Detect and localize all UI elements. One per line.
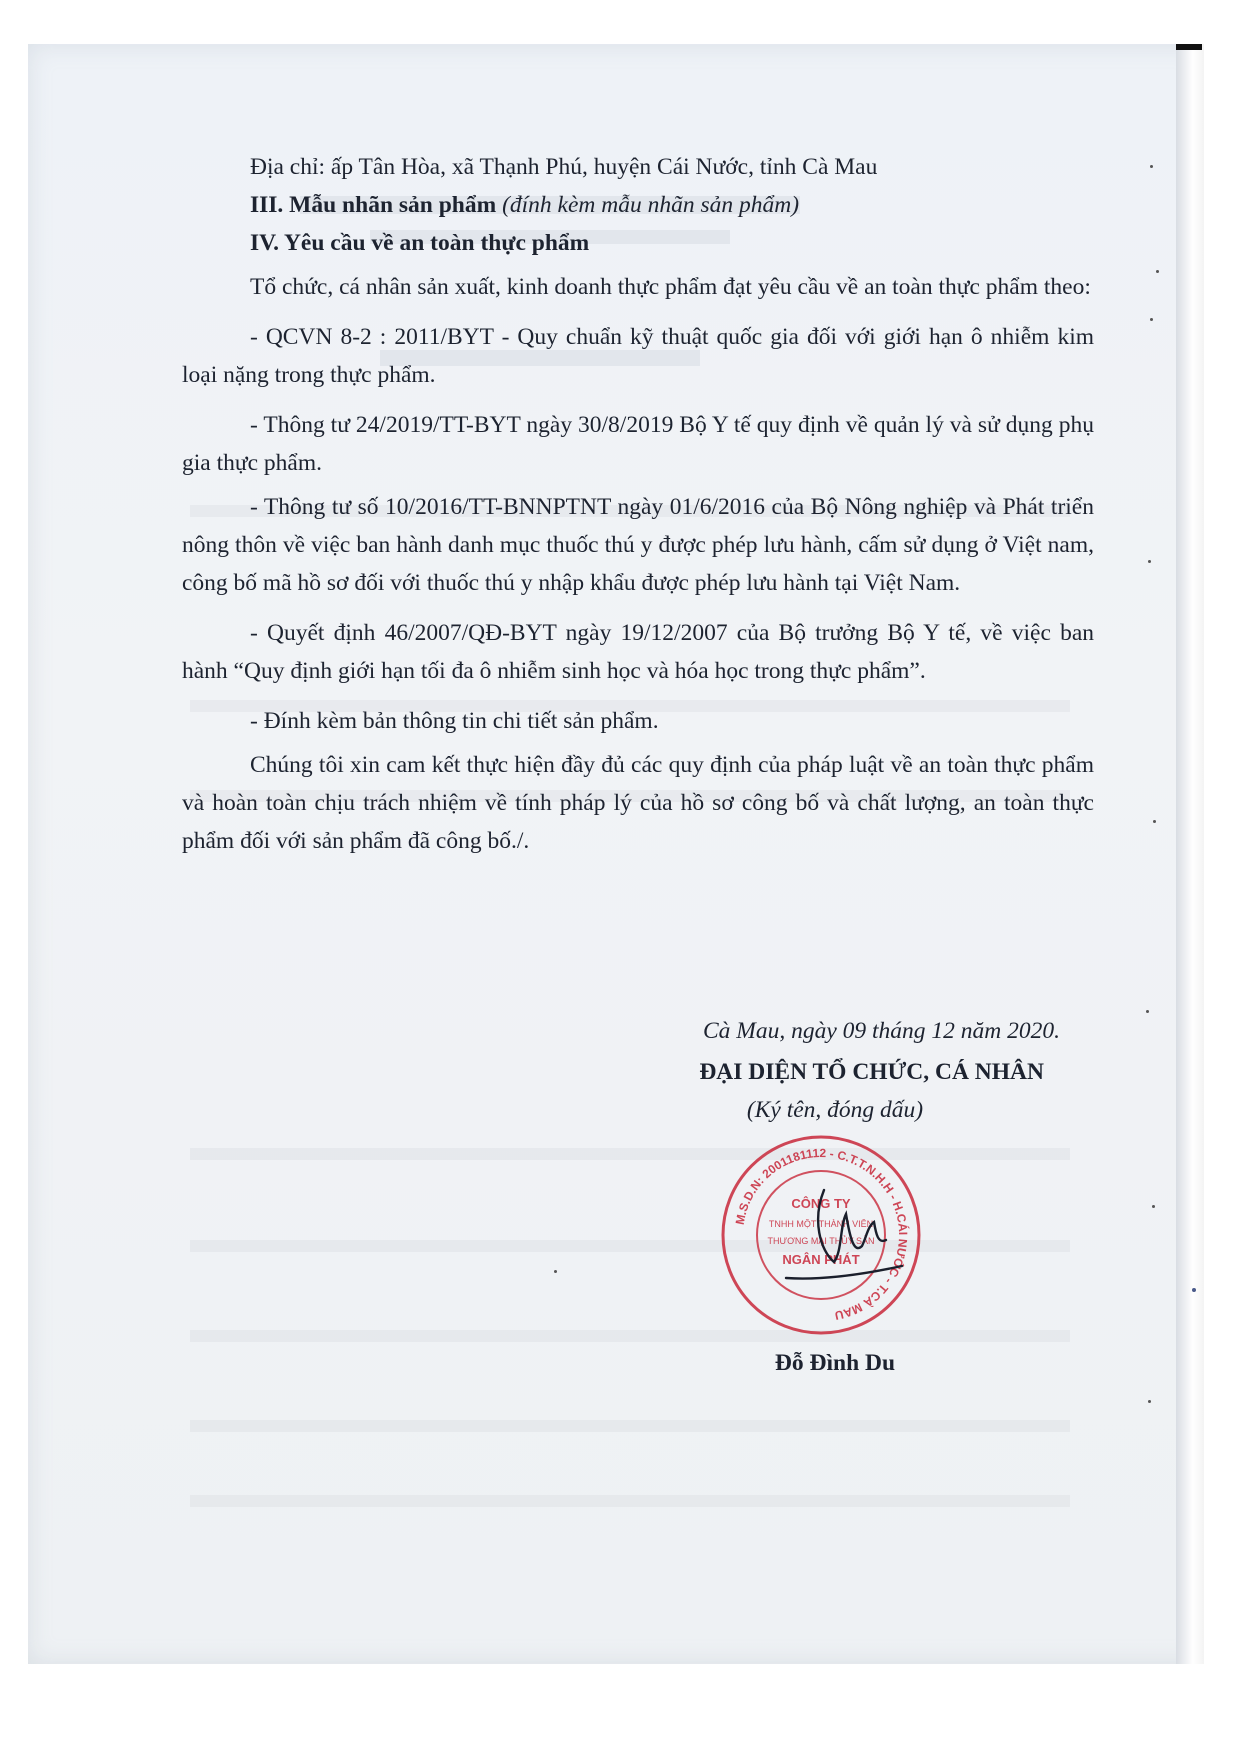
seal-line-2: TNHH MỘT THÀNH VIÊN	[768, 1219, 874, 1229]
seal-ring-textpath: M.S.D.N: 2001181112 - C.T.T.N.H.H - H.CÁI NƯỚC - T.CÀ MAU	[732, 1145, 911, 1323]
date-line: Cà Mau, ngày 09 tháng 12 năm 2020.	[702, 1018, 1060, 1044]
commitment-paragraph: Chúng tôi xin cam kết thực hiện đầy đủ các quy định của pháp luật về an toàn thực phẩm và hoàn toàn chịu trách nhiệm về tính pháp lý của hồ sơ công bố và chất lượng, an toàn thực phẩm đối với sản phẩm đã công bố./.	[182, 752, 1094, 854]
scan-corner-mark	[1176, 44, 1202, 50]
regulation-item: - Thông tư 24/2019/TT-BYT ngày 30/8/2019 Bộ Y tế quy định về quản lý và sử dụng phụ gia thực phẩm.	[182, 412, 1094, 476]
regulation-item: - QCVN 8-2 : 2011/BYT - Quy chuẩn kỹ thuật quốc gia đối với giới hạn ô nhiễm kim loại nặng trong thực phẩm.	[182, 324, 1094, 388]
document-body	[182, 148, 1094, 860]
seal-outer-ring	[723, 1137, 919, 1333]
signer-name: Đỗ Đình Du	[774, 1350, 896, 1376]
seal-line-4: NGÂN PHÁT	[782, 1252, 860, 1267]
seal-line-1: CÔNG TY	[791, 1196, 851, 1211]
regulation-item: - Quyết định 46/2007/QĐ-BYT ngày 19/12/2007 của Bộ trưởng Bộ Y tế, về việc ban hành “Quy định giới hạn tối đa ô nhiễm sinh học và hóa học trong thực phẩm”.	[182, 620, 1094, 684]
company-seal	[716, 1130, 926, 1340]
section-3-heading	[182, 186, 1094, 224]
page-edge	[1176, 44, 1204, 1664]
regulation-item: - Đính kèm bản thông tin chi tiết sản phẩm.	[250, 708, 659, 734]
signature-note: (Ký tên, đóng dấu)	[746, 1097, 924, 1123]
seal-line-3: THƯƠNG MẠI THỦY SẢN	[767, 1236, 875, 1246]
section-4-heading: IV. Yêu cầu về an toàn thực phẩm	[250, 230, 590, 256]
signature-org-title: ĐẠI DIỆN TỔ CHỨC, CÁ NHÂN	[699, 1059, 1044, 1085]
section-3-title: III. Mẫu nhãn sản phẩm	[250, 192, 497, 218]
address-line: Địa chỉ: ấp Tân Hòa, xã Thạnh Phú, huyện Cái Nước, tỉnh Cà Mau	[250, 154, 878, 180]
regulation-item: - Thông tư số 10/2016/TT-BNNPTNT ngày 01/6/2016 của Bộ Nông nghiệp và Phát triển nông thôn về việc ban hành danh mục thuốc thú y được phép lưu hành, cấm sử dụng ở Việt nam, công bố mã hồ sơ đối với thuốc thú y nhập khẩu được phép lưu hành tại Việt Nam.	[182, 494, 1094, 596]
section-3-note: (đính kèm mẫu nhãn sản phẩm)	[502, 192, 800, 218]
section-4-intro: Tổ chức, cá nhân sản xuất, kinh doanh thực phẩm đạt yêu cầu về an toàn thực phẩm theo:	[250, 274, 1091, 300]
